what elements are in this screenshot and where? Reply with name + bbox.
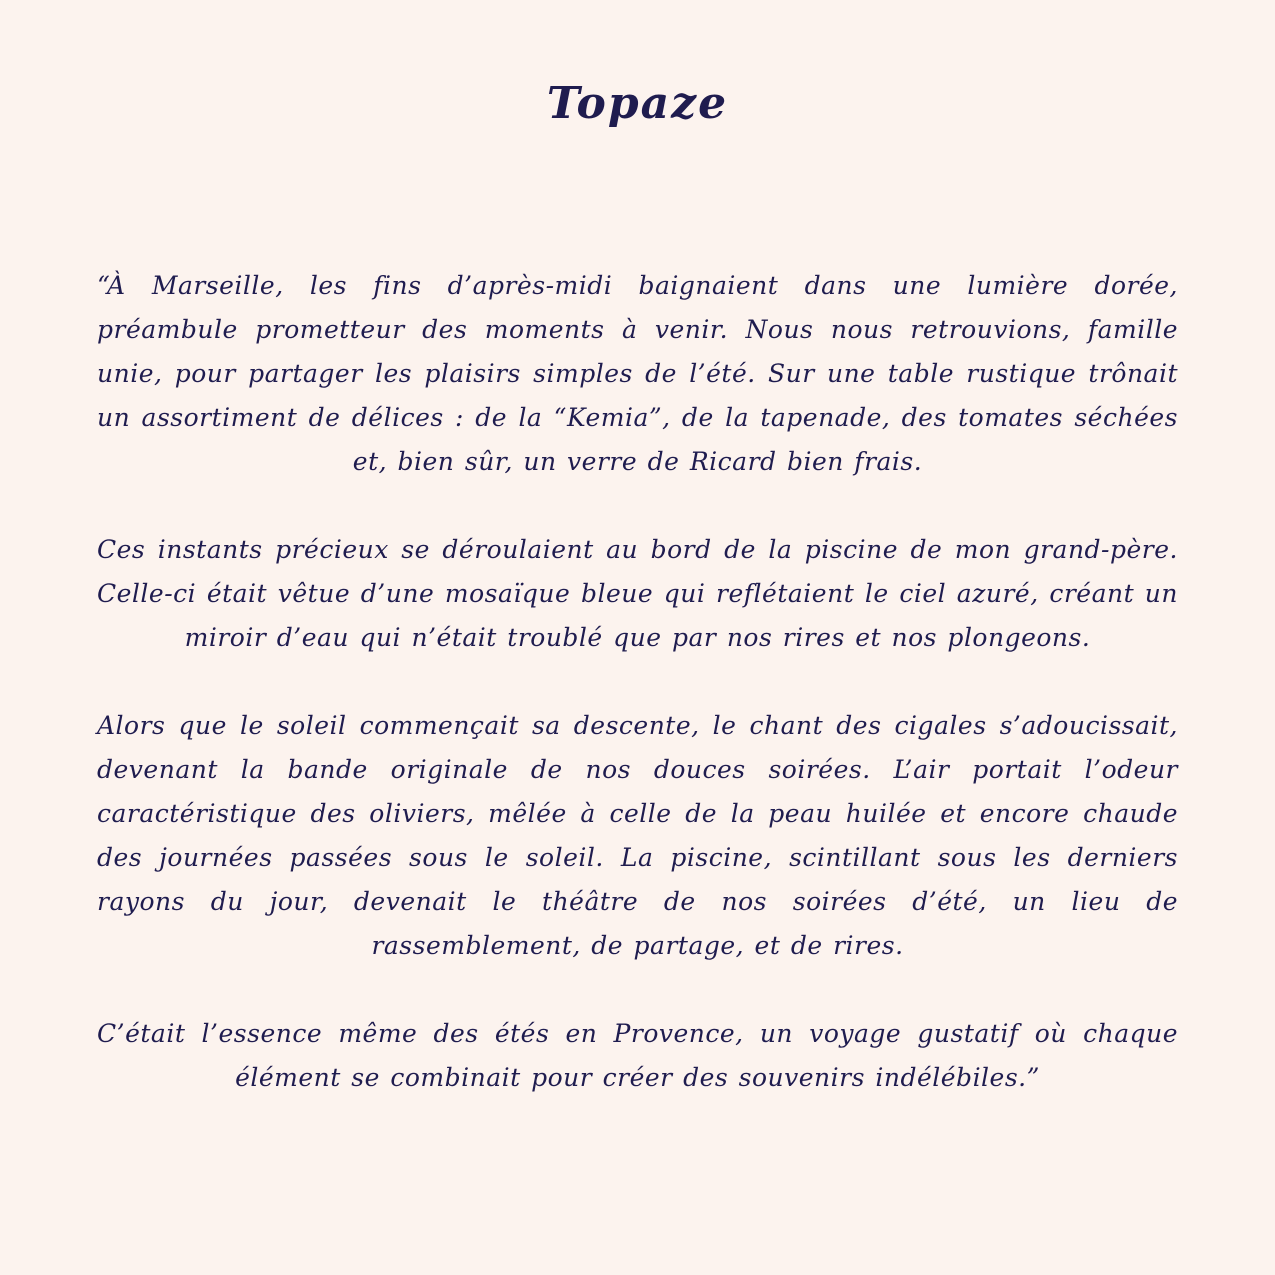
paragraph-3: Alors que le soleil commençait sa descente, le chant des cigales s’adoucissait, devenant la bande originale de nos douces soirées. L’air portait l’odeur caractéristique des oliviers, mêlée à celle de la peau huilée et encore chaude des journées passées sous le soleil. La piscine, scintillant sous les derniers rayons du jour, devenait le théâtre de nos soirées d’été, un lieu de rassemblement, de partage, et de rires.	[97, 711, 1178, 960]
page-title: Topaze	[546, 78, 729, 129]
paragraph-2: Ces instants précieux se déroulaient au bord de la piscine de mon grand-père. Celle-ci était vêtue d’une mosaïque bleue qui reflétaient le ciel azuré, créant un miroir d’eau qui n’était troublé que par nos rires et nos plongeons.	[97, 535, 1178, 652]
body-text	[97, 264, 1178, 1100]
paragraph-4: C’était l’essence même des étés en Provence, un voyage gustatif où chaque élément se combinait pour créer des souvenirs indélébiles.”	[97, 1019, 1178, 1092]
paragraph-1: “À Marseille, les fins d’après-midi baignaient dans une lumière dorée, préambule prometteur des moments à venir. Nous nous retrouvions, famille unie, pour partager les plaisirs simples de l’été. Sur une table rustique trônait un assortiment de délices : de la “Kemia”, de la tapenade, des tomates séchées et, bien sûr, un verre de Ricard bien frais.	[97, 271, 1178, 476]
